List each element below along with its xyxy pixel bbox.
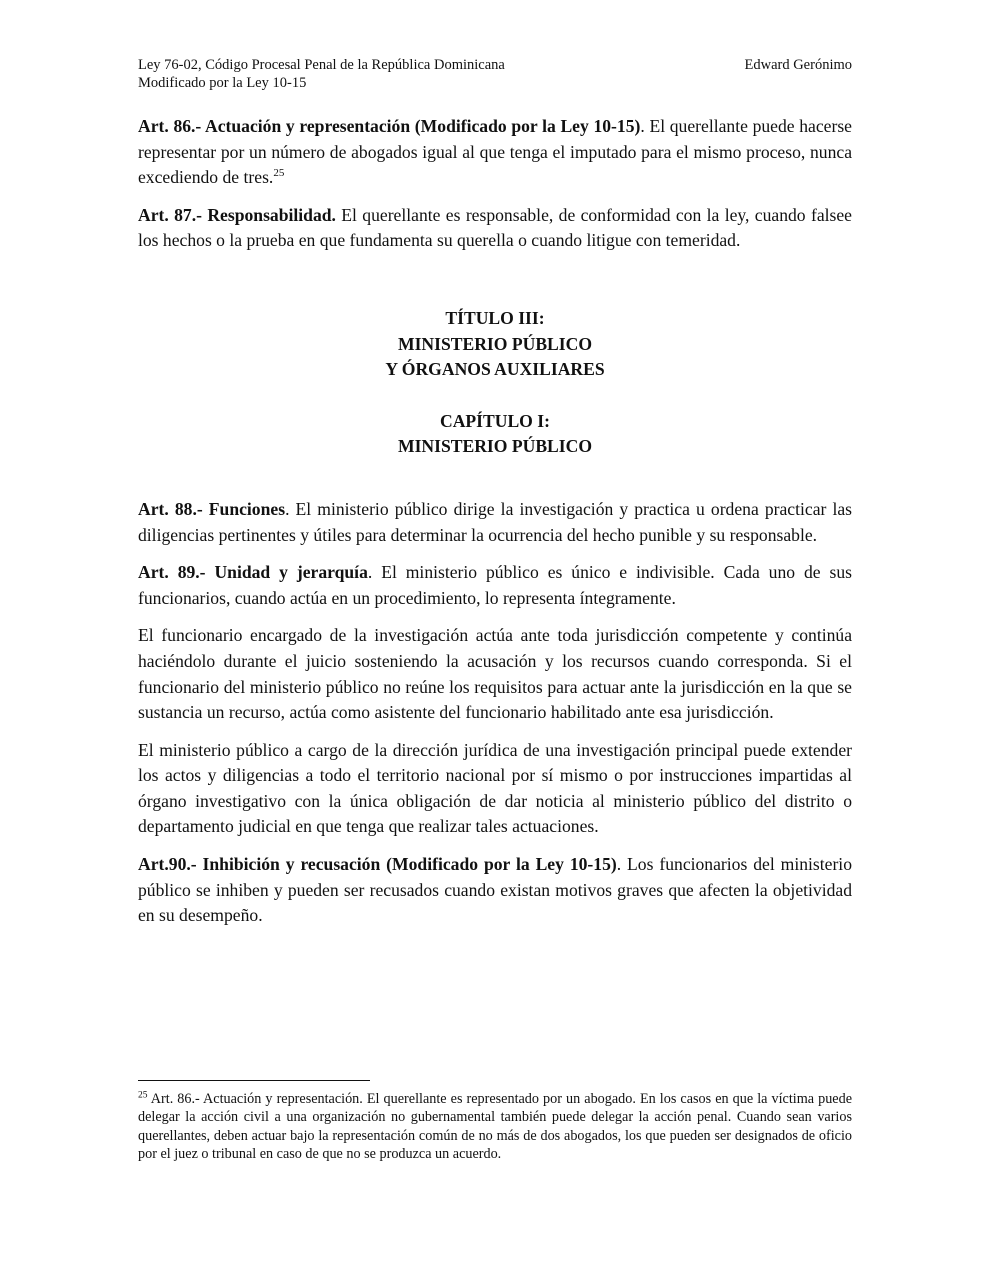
footnote-number: 25: [138, 1090, 148, 1101]
footnote-separator: [138, 1080, 370, 1081]
header-author: Edward Gerónimo: [744, 57, 852, 73]
article-86-text: . El querellante puede hacerse representar por un número de abogados igual al que tenga el imputado para el mismo proceso, nunca excediendo de tres.: [138, 116, 852, 188]
footnote-25: [138, 1090, 852, 1164]
article-89-heading: Art. 89.- Unidad y jerarquía: [138, 562, 368, 583]
document-page: [138, 56, 852, 929]
article-89: [138, 560, 852, 611]
paragraph-funcionario: El funcionario encargado de la investigación actúa ante toda jurisdicción competente y continúa haciéndolo durante el juicio sosteniendo la acusación y los recursos cuando corresponda. Si el funcionario del ministerio público no reúne los requisitos para actuar ante la jurisdicción en la que se sustancia un recurso, actúa como asistente del funcionario habilitado ante esa jurisdicción.: [138, 625, 852, 723]
footnote-ref-25[interactable]: 25: [273, 167, 285, 180]
title-name-line1: MINISTERIO PÚBLICO: [397, 333, 593, 354]
header-subtitle: Modificado por la Ley 10-15: [138, 75, 307, 91]
chapter-heading: [138, 409, 852, 460]
article-87: [138, 203, 852, 254]
article-88-text: . El ministerio público dirige la investigación y practica u ordena practicar las diligencias pertinentes y útiles para determinar la ocurrencia del hecho punible y su responsable.: [138, 498, 853, 545]
title-name-line2: Y ÓRGANOS AUXILIARES: [385, 359, 605, 380]
article-90-text: . Los funcionarios del ministerio público se inhiben y pueden ser recusados cuando existan motivos graves que afecten la objetividad en su desempeño.: [138, 854, 852, 926]
article-89-text: . El ministerio público es único e indivisible. Cada uno de sus funcionarios, cuando actúa en un procedimiento, lo representa íntegramente.: [138, 562, 853, 608]
article-86: [138, 114, 852, 191]
chapter-name: MINISTERIO PÚBLICO: [397, 436, 593, 457]
chapter-number: CAPÍTULO I:: [440, 410, 550, 431]
header-title: Ley 76-02, Código Procesal Penal de la República Dominicana: [138, 57, 505, 73]
article-88: [138, 497, 852, 548]
article-86-heading: Art. 86.- Actuación y representación (Modificado por la Ley 10-15): [138, 116, 641, 136]
article-90-heading: Art.90.- Inhibición y recusación (Modificado por la Ley 10-15): [138, 854, 617, 875]
title-heading: [138, 306, 852, 383]
title-number: TÍTULO III:: [445, 307, 545, 328]
footnote-text: Art. 86.- Actuación y representación. El querellante es representado por un abogado. En los casos en que la víctima puede delegar la acción civil a una organización no gubernamental también puede delegar la acción penal. Cuando sean varios querellantes, deben actuar bajo la representación común de no más de dos abogados, los que pueden ser designados de oficio por el juez o tribunal en caso de que no se produzca un acuerdo.: [138, 1091, 852, 1163]
article-88-heading: Art. 88.- Funciones: [138, 498, 286, 519]
page-header: [138, 56, 852, 92]
article-90: [138, 852, 852, 929]
document-body: [138, 114, 852, 929]
article-87-text: El querellante es responsable, de conformidad con la ley, cuando falsee los hechos o la prueba en que fundamenta su querella o cuando litigue con temeridad.: [138, 204, 852, 251]
article-87-heading: Art. 87.- Responsabilidad.: [138, 204, 336, 225]
paragraph-ministerio: El ministerio público a cargo de la dirección jurídica de una investigación principal puede extender los actos y diligencias a todo el territorio nacional por sí mismo o por instrucciones impartidas al órgano investigativo con la única obligación de dar noticia al ministerio público del distrito o departamento judicial en que tenga que realizar tales actuaciones.: [138, 739, 852, 837]
